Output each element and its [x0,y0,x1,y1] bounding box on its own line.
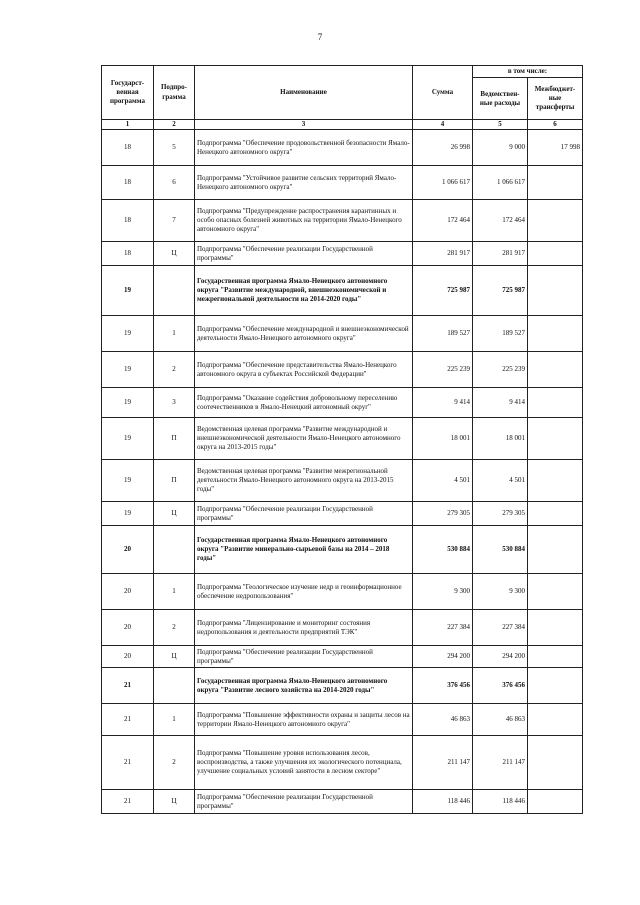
departmental-cell: 211 147 [473,736,528,790]
sum-cell: 294 200 [413,646,473,668]
subprogram-cell: 6 [154,166,195,200]
sum-cell: 4 501 [413,460,473,502]
sum-cell: 46 863 [413,704,473,736]
subprogram-cell [154,526,195,574]
departmental-cell: 9 414 [473,388,528,418]
transfers-cell [528,316,583,352]
subprogram-cell: 1 [154,704,195,736]
table-row [102,266,583,316]
transfers-cell [528,352,583,388]
transfers-cell [528,200,583,242]
header-name: Наименование [195,66,413,120]
subprogram-cell: Ц [154,646,195,668]
name-cell: Подпрограмма "Обеспечение международной и внешнеэкономической деятельности Ямало-Ненецкого автономного округа" [195,316,413,352]
table-row [102,166,583,200]
col-number: 3 [195,120,413,130]
transfers-cell [528,166,583,200]
table-row [102,352,583,388]
gov-program-cell: 20 [102,526,154,574]
departmental-cell: 376 456 [473,668,528,704]
table-row [102,736,583,790]
col-number: 5 [473,120,528,130]
header-departmental: Ведомствен-ные расходы [473,78,528,120]
table-row [102,646,583,668]
name-cell: Государственная программа Ямало-Ненецкого автономного округа "Развитие минерально-сырьевой базы на 2014 – 2018 годы" [195,526,413,574]
gov-program-cell: 19 [102,460,154,502]
header-transfers: Межбюджет-ные трансферты [528,78,583,120]
transfers-cell [528,388,583,418]
gov-program-cell: 21 [102,790,154,814]
table-row [102,790,583,814]
name-cell: Подпрограмма "Предупреждение распространения карантинных и особо опасных болезней животных на территории Ямало-Ненецкого автономного округа" [195,200,413,242]
name-cell: Подпрограмма "Геологическое изучение недр и геоинформационное обеспечение недропользования" [195,574,413,610]
gov-program-cell: 18 [102,166,154,200]
subprogram-cell: 2 [154,352,195,388]
table-row [102,460,583,502]
subprogram-cell: 7 [154,200,195,242]
name-cell: Ведомственная целевая программа "Развитие международной и внешнеэкономической деятельности Ямало-Ненецкого автономного округа на 2013-2015 годы" [195,418,413,460]
transfers-cell [528,646,583,668]
sum-cell: 9 414 [413,388,473,418]
name-cell: Подпрограмма "Лицензирование и мониторинг состояния недропользования и деятельности предприятий ТЭК" [195,610,413,646]
subprogram-cell: 3 [154,388,195,418]
departmental-cell: 9 000 [473,130,528,166]
col-number: 4 [413,120,473,130]
sum-cell: 376 456 [413,668,473,704]
gov-program-cell: 19 [102,502,154,526]
transfers-cell [528,526,583,574]
gov-program-cell: 21 [102,668,154,704]
name-cell: Подпрограмма "Повышение уровня использования лесов, воспроизводства, а также улучшения их экологического потенциала, улучшение социальных условий занятости в лесном секторе" [195,736,413,790]
sum-cell: 189 527 [413,316,473,352]
table-body [102,130,583,814]
name-cell: Подпрограмма "Оказание содействия добровольному переселению соотечественников в Ямало-Ненецкий автономный округ" [195,388,413,418]
table-row [102,610,583,646]
subprogram-cell: Ц [154,502,195,526]
sum-cell: 1 066 617 [413,166,473,200]
name-cell: Подпрограмма "Обеспечение реализации Государственной программы" [195,646,413,668]
departmental-cell: 4 501 [473,460,528,502]
sum-cell: 530 884 [413,526,473,574]
gov-program-cell: 18 [102,130,154,166]
name-cell: Подпрограмма "Обеспечение реализации Государственной программы" [195,242,413,266]
name-cell: Подпрограмма "Обеспечение продовольственной безопасности Ямало-Ненецкого автономного округа" [195,130,413,166]
col-number: 6 [528,120,583,130]
col-number: 1 [102,120,154,130]
table-row [102,200,583,242]
transfers-cell: 17 998 [528,130,583,166]
table-row [102,418,583,460]
header-subprogram: Подпро-грамма [154,66,195,120]
name-cell: Подпрограмма "Обеспечение реализации Государственной программы" [195,502,413,526]
name-cell: Подпрограмма "Повышение эффективности охраны и защиты лесов на территории Ямало-Ненецкого автономного округа" [195,704,413,736]
departmental-cell: 9 300 [473,574,528,610]
col-number: 2 [154,120,195,130]
subprogram-cell: П [154,418,195,460]
table-row [102,574,583,610]
header-sum: Сумма [413,66,473,120]
gov-program-cell: 19 [102,266,154,316]
transfers-cell [528,610,583,646]
sum-cell: 18 001 [413,418,473,460]
sum-cell: 118 446 [413,790,473,814]
budget-table [101,65,583,814]
sum-cell: 211 147 [413,736,473,790]
departmental-cell: 1 066 617 [473,166,528,200]
departmental-cell: 118 446 [473,790,528,814]
departmental-cell: 294 200 [473,646,528,668]
name-cell: Ведомственная целевая программа "Развитие межрегиональной деятельности Ямало-Ненецкого автономного округа на 2013-2015 годы" [195,460,413,502]
table-row [102,502,583,526]
departmental-cell: 227 384 [473,610,528,646]
sum-cell: 172 464 [413,200,473,242]
subprogram-cell [154,266,195,316]
transfers-cell [528,668,583,704]
departmental-cell: 189 527 [473,316,528,352]
gov-program-cell: 21 [102,736,154,790]
subprogram-cell: 2 [154,736,195,790]
departmental-cell: 530 884 [473,526,528,574]
page-number: 7 [317,32,323,42]
gov-program-cell: 20 [102,574,154,610]
gov-program-cell: 19 [102,316,154,352]
table-row [102,526,583,574]
gov-program-cell: 18 [102,242,154,266]
table-row [102,704,583,736]
transfers-cell [528,266,583,316]
subprogram-cell: Ц [154,242,195,266]
subprogram-cell: П [154,460,195,502]
sum-cell: 281 917 [413,242,473,266]
table-row [102,130,583,166]
subprogram-cell: 1 [154,316,195,352]
table-row [102,316,583,352]
gov-program-cell: 19 [102,388,154,418]
header-gov-program: Государст-венная программа [102,66,154,120]
subprogram-cell [154,668,195,704]
departmental-cell: 46 863 [473,704,528,736]
table-row [102,388,583,418]
table-header [102,66,583,130]
table-row [102,668,583,704]
gov-program-cell: 19 [102,418,154,460]
transfers-cell [528,418,583,460]
gov-program-cell: 20 [102,610,154,646]
transfers-cell [528,790,583,814]
departmental-cell: 225 239 [473,352,528,388]
transfers-cell [528,242,583,266]
name-cell: Государственная программа Ямало-Ненецкого автономного округа "Развитие международной, внешнеэкономической и межрегиональной деятельности на 2014-2020 годы" [195,266,413,316]
name-cell: Подпрограмма "Устойчивое развитие сельских территорий Ямало-Ненецкого автономного округа" [195,166,413,200]
gov-program-cell: 18 [102,200,154,242]
sum-cell: 279 305 [413,502,473,526]
name-cell: Государственная программа Ямало-Ненецкого автономного округа "Развитие лесного хозяйства на 2014-2020 годы" [195,668,413,704]
sum-cell: 225 239 [413,352,473,388]
transfers-cell [528,704,583,736]
sum-cell: 227 384 [413,610,473,646]
transfers-cell [528,502,583,526]
sum-cell: 9 300 [413,574,473,610]
departmental-cell: 281 917 [473,242,528,266]
transfers-cell [528,736,583,790]
gov-program-cell: 19 [102,352,154,388]
transfers-cell [528,574,583,610]
gov-program-cell: 20 [102,646,154,668]
departmental-cell: 725 987 [473,266,528,316]
sum-cell: 26 998 [413,130,473,166]
name-cell: Подпрограмма "Обеспечение представительства Ямало-Ненецкого автономного округа в субъектах Российской Федерации" [195,352,413,388]
departmental-cell: 279 305 [473,502,528,526]
sum-cell: 725 987 [413,266,473,316]
transfers-cell [528,460,583,502]
subprogram-cell: 1 [154,574,195,610]
subprogram-cell: 2 [154,610,195,646]
gov-program-cell: 21 [102,704,154,736]
subprogram-cell: Ц [154,790,195,814]
table-row [102,242,583,266]
departmental-cell: 18 001 [473,418,528,460]
header-including: в том числе: [473,66,583,78]
departmental-cell: 172 464 [473,200,528,242]
subprogram-cell: 5 [154,130,195,166]
name-cell: Подпрограмма "Обеспечение реализации Государственной программы" [195,790,413,814]
